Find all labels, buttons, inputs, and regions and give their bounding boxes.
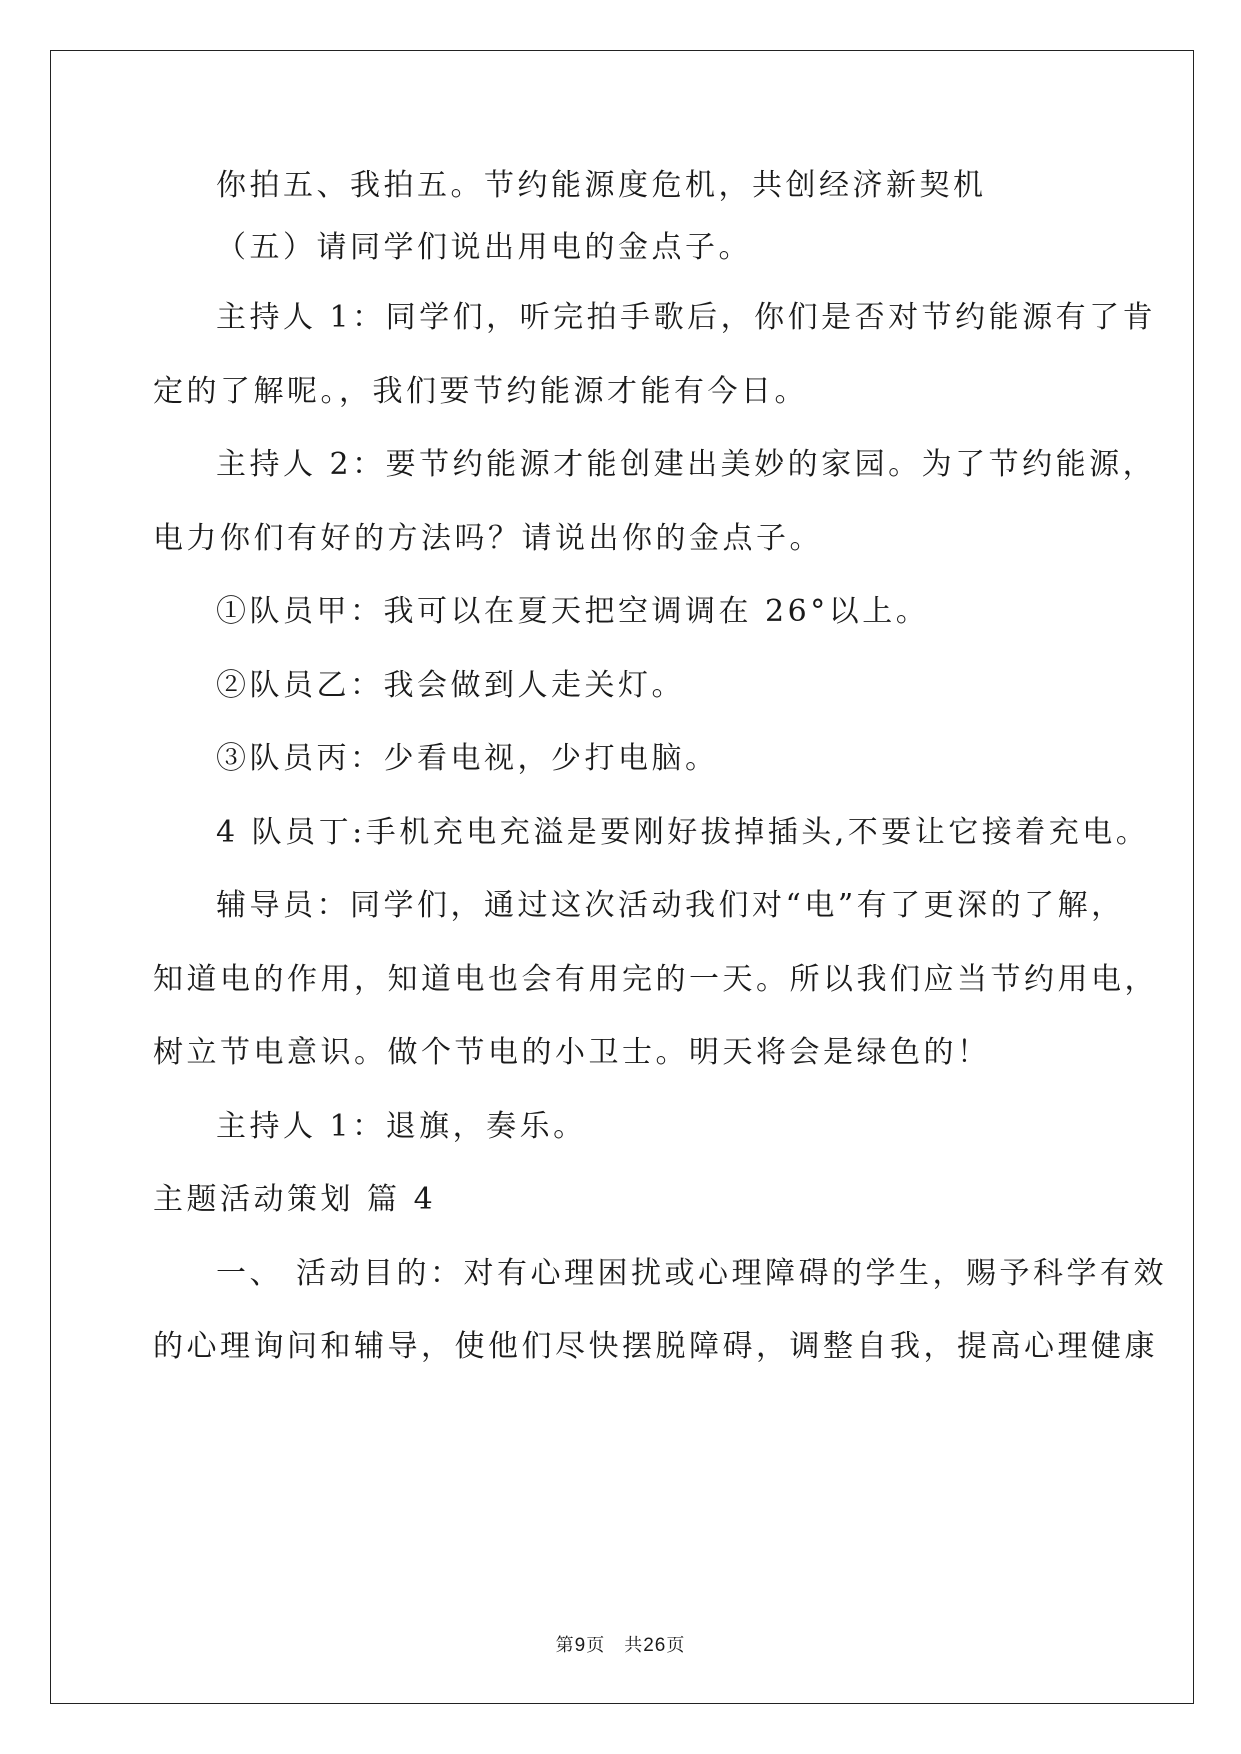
paragraph-line: ②队员乙：我会做到人走关灯。 [216, 668, 685, 703]
page-current: 9 [574, 1635, 587, 1656]
paragraph-line: 主持人 1：同学们，听完拍手歌后，你们是否对节约能源有了肯 [216, 300, 1157, 335]
paragraph-line: （五）请同学们说出用电的金点子。 [216, 230, 752, 265]
paragraph-line: 知道电的作用，知道电也会有用完的一天。所以我们应当节约用电， [153, 962, 1158, 997]
paragraph-line: 你拍五、我拍五。节约能源度危机，共创经济新契机 [216, 168, 987, 203]
paragraph-line: 主持人 1：退旗，奏乐。 [216, 1109, 587, 1144]
paragraph-line: 定的了解呢。，我们要节约能源才能有今日。 [153, 374, 808, 409]
page-prefix: 第 [555, 1635, 575, 1656]
page-footer [0, 1634, 1241, 1658]
paragraph-line: 的心理询问和辅导，使他们尽快摆脱障碍，调整自我，提高心理健康 [153, 1329, 1158, 1364]
paragraph-line: 4 队员丁:手机充电充溢是要刚好拔掉插头,不要让它接着充电。 [216, 815, 1150, 850]
page-middle: 页 共 [586, 1635, 644, 1656]
section-heading: 主题活动策划 篇 4 [153, 1182, 437, 1217]
page-total: 26 [643, 1635, 667, 1656]
paragraph-line: ①队员甲：我可以在夏天把空调调在 26°以上。 [216, 594, 930, 629]
paragraph-line: ③队员丙：少看电视，少打电脑。 [216, 741, 719, 776]
paragraph-line: 树立节电意识。做个节电的小卫士。明天将会是绿色的！ [153, 1035, 991, 1070]
paragraph-line: 主持人 2：要节约能源才能创建出美妙的家园。为了节约能源， [216, 447, 1157, 482]
paragraph-line: 一、 活动目的：对有心理困扰或心理障碍的学生，赐予科学有效 [216, 1256, 1168, 1291]
paragraph-line: 电力你们有好的方法吗？请说出你的金点子。 [153, 521, 823, 556]
paragraph-line: 辅导员：同学们，通过这次活动我们对“电”有了更深的了解， [216, 888, 1125, 923]
page-suffix: 页 [666, 1635, 686, 1656]
